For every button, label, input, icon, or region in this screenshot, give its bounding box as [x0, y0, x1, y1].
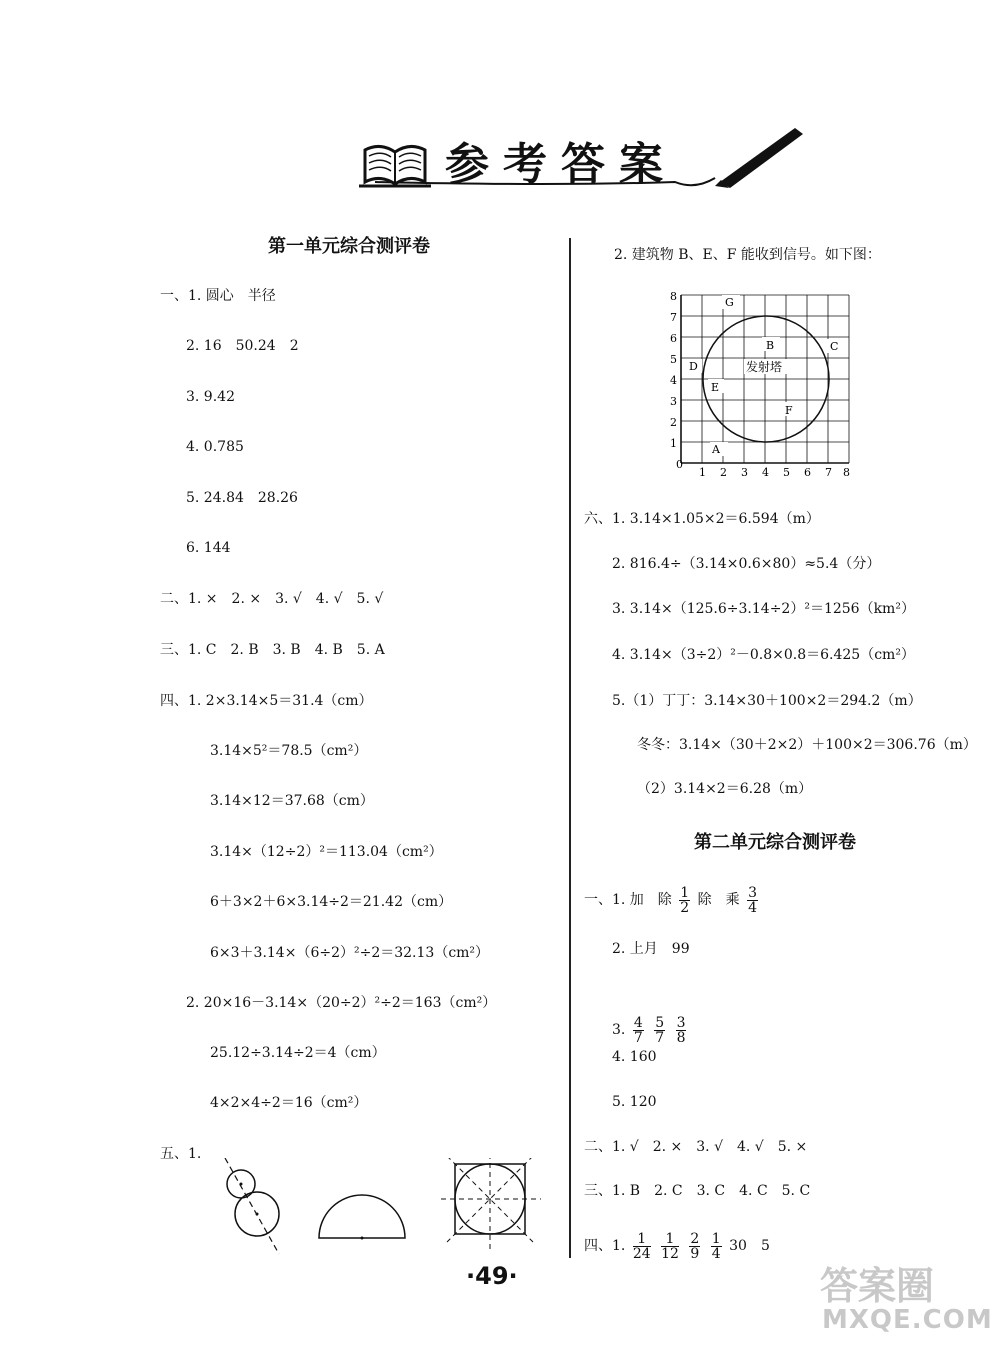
page-number: ·49· [466, 1262, 518, 1290]
tower-label: 发射塔 [746, 360, 783, 374]
x-tick: 5 [783, 466, 790, 479]
y-tick: 3 [670, 395, 677, 408]
answer-line [584, 1226, 770, 1266]
fraction-numerator: 1 [711, 1230, 721, 1247]
point-label-e: E [711, 381, 720, 394]
y-tick: 5 [670, 353, 677, 366]
line-text: 3. [612, 1022, 626, 1038]
answer-line: 4. 0.785 [186, 439, 244, 455]
x-tick: 7 [825, 466, 832, 479]
fraction-numerator: 4 [633, 1014, 643, 1031]
point-label-f: F [785, 404, 793, 417]
x-tick: 6 [804, 466, 811, 479]
y-tick: 1 [670, 437, 677, 450]
fraction-denominator: 24 [632, 1245, 651, 1262]
answer-line: 六、1. 3.14×1.05×2＝6.594（m） [584, 511, 820, 527]
answer-line: 2. 建筑物 B、E、F 能收到信号。如下图： [614, 247, 881, 263]
answer-line: 6. 144 [186, 540, 231, 556]
title-banner [355, 120, 805, 200]
answer-line: 三、1. B 2. C 3. C 4. C 5. C [584, 1183, 811, 1199]
answer-line: 3.14×（12÷2）²＝113.04（cm²） [210, 844, 443, 860]
fraction-numerator: 1 [633, 1232, 651, 1247]
answer-line: 四、1. 2×3.14×5＝31.4（cm） [160, 693, 373, 709]
answer-line: 4. 160 [612, 1049, 657, 1065]
y-tick: 8 [670, 290, 677, 303]
answer-line: 三、1. C 2. B 3. B 4. B 5. A [160, 642, 385, 658]
x-tick: 1 [699, 466, 706, 479]
fraction [633, 1016, 644, 1045]
fraction [679, 886, 690, 915]
answer-line: 6＋3×2＋6×3.14÷2＝21.42（cm） [210, 894, 453, 910]
column-divider [569, 238, 571, 1258]
watermark-url: MXQE.COM [822, 1305, 993, 1335]
fraction-denominator: 7 [633, 1029, 643, 1046]
answer-line: （2）3.14×2＝6.28（m） [637, 781, 813, 797]
point-label-g: G [725, 296, 734, 309]
answer-line: 2. 816.4÷（3.14×0.6×80）≈5.4（分） [612, 556, 881, 572]
answer-line: 6×3＋3.14×（6÷2）²÷2＝32.13（cm²） [210, 945, 490, 961]
fraction-numerator: 1 [661, 1232, 679, 1247]
x-tick: 8 [843, 466, 850, 479]
unit1-heading: 第一单元综合测评卷 [268, 236, 430, 257]
fraction-denominator: 4 [711, 1245, 721, 1262]
answer-line: 3.14×5²＝78.5（cm²） [210, 743, 368, 759]
pen-icon [355, 120, 805, 200]
answer-line: 一、1. 圆心 半径 [160, 288, 276, 304]
y-tick: 4 [670, 374, 677, 387]
y-tick: 0 [676, 458, 683, 471]
coordinate-grid [660, 286, 860, 486]
fraction-denominator: 9 [690, 1245, 700, 1262]
fraction [711, 1232, 722, 1261]
fraction-denominator: 2 [680, 899, 690, 916]
point-label-b: B [766, 339, 775, 352]
unit2-heading: 第二单元综合测评卷 [694, 832, 856, 853]
x-tick: 4 [762, 466, 769, 479]
line-text: 30 5 [729, 1238, 770, 1254]
answer-line: 5.（1）丁丁：3.14×30＋100×2＝294.2（m） [612, 693, 922, 709]
answer-line: 2. 16 50.24 2 [186, 338, 299, 354]
point-label-a: A [712, 443, 720, 456]
point-label-c: C [830, 340, 839, 353]
fraction-numerator: 2 [690, 1230, 700, 1247]
line-text: 四、1. [584, 1238, 626, 1254]
page-title: 参考答案 [445, 139, 677, 190]
fraction-denominator: 7 [655, 1029, 665, 1046]
watermark: 答案圈 [820, 1264, 935, 1308]
answer-line [612, 1010, 689, 1050]
y-tick: 6 [670, 332, 677, 345]
fraction [633, 1232, 651, 1261]
answer-line: 5. 24.84 28.26 [186, 490, 298, 506]
fraction-numerator: 5 [655, 1014, 665, 1031]
fraction [747, 886, 758, 915]
answer-line: 五、1. [160, 1146, 202, 1162]
fraction-denominator: 4 [748, 899, 758, 916]
line-text: 除 乘 [697, 892, 740, 908]
answer-line: 25.12÷3.14÷2＝4（cm） [210, 1045, 386, 1061]
x-tick: 2 [720, 466, 727, 479]
answer-line: 4. 3.14×（3÷2）²－0.8×0.8＝6.425（cm²） [612, 647, 915, 663]
fraction [661, 1232, 679, 1261]
answer-line: 3. 3.14×（125.6÷3.14÷2）²＝1256（km²） [612, 601, 915, 617]
fraction-denominator: 8 [676, 1029, 686, 1046]
y-tick: 2 [670, 416, 677, 429]
fraction-numerator: 1 [680, 884, 690, 901]
x-tick: 3 [741, 466, 748, 479]
line-text: 一、1. 加 除 [584, 892, 672, 908]
answer-line: 3.14×12＝37.68（cm） [210, 793, 374, 809]
answer-line: 二、1. √ 2. × 3. √ 4. √ 5. × [584, 1139, 808, 1155]
fraction-numerator: 3 [676, 1014, 686, 1031]
answer-line: 4×2×4÷2＝16（cm²） [210, 1095, 368, 1111]
answer-line: 二、1. × 2. × 3. √ 4. √ 5. √ [160, 591, 384, 607]
answer-line: 5. 120 [612, 1094, 657, 1110]
answer-line: 2. 上月 99 [612, 941, 690, 957]
answer-line: 2. 20×16－3.14×（20÷2）²÷2＝163（cm²） [186, 995, 497, 1011]
fraction [654, 1016, 665, 1045]
answer-line: 3. 9.42 [186, 389, 235, 405]
geometry-figures [215, 1158, 555, 1258]
fraction-denominator: 12 [661, 1245, 679, 1262]
fraction-numerator: 3 [748, 884, 758, 901]
y-tick: 7 [670, 311, 677, 324]
fraction [676, 1016, 687, 1045]
fraction [689, 1232, 700, 1261]
answer-line: 冬冬：3.14×（30＋2×2）＋100×2＝306.76（m） [637, 737, 977, 753]
answer-line [584, 880, 761, 920]
point-label-d: D [689, 360, 698, 373]
